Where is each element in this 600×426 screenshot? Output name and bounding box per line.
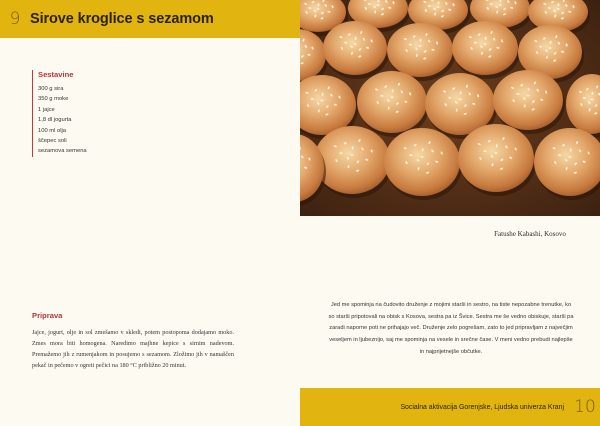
method-text: Jajce, jogurt, olje in sol zmešamo v skledi, potem postopoma dodajamo moko. Zmes mora biti homogena. Naredimo majhne kepice s sirnim nadevom. Premažemo jih z rumenjakom in posujemo s sezamom. Zložimo jih v namaščen pekač in pečemo v ogreti pečici na 180 °C približno 20 minut. [32,329,234,369]
method-section [32,311,234,371]
footer-text: Socialna aktivacija Gorenjske, Ljudska univerza Kranj [400,403,564,411]
method-heading: Priprava [32,311,63,320]
ingredient-item: 300 g sira [38,86,64,92]
ingredient-item: 100 ml olja [38,127,67,134]
right-page [300,0,600,426]
ingredient-item: 1,8 dl jogurta [38,117,72,124]
photo-caption: Fatushe Kabashi, Kosovo [494,230,566,238]
sesame-buns-image [300,0,600,216]
ingredient-item: sezamova semena [38,148,87,155]
story-text: Jed me spominja na čudovito druženje z mojimi starši in sestro, na tiste nepozabne trenutke, ko so starši pripotovali na obisk s Kosova, sestra pa iz Švice. Sestra me še vedno obiskuje, starši pa zaradi naporne poti ne prihajajo več. Druženje zelo pogrešam, zato to jed pripravljam z največjim veseljem in ljubeznijo, saj me spominja na vesele in srečne čase. V meni vedno prebudi najlepše in najprijetnejše občutke. [328,302,574,355]
ingredient-list [38,84,178,157]
food-photo [300,0,600,216]
recipe-title: Sirove kroglice s sezamom [30,11,214,27]
ingredient-item: ščepec soli [38,138,67,145]
footer-bar [300,388,600,426]
ingredients-section [32,70,178,157]
ingredient-item: 350 g moke [38,96,69,103]
ingredients-heading: Sestavine [38,70,74,79]
title-bar [0,0,300,38]
ingredient-item: 1 jajce [38,106,55,113]
page-number-left: 9 [9,9,21,29]
page-number-right: 10 [574,397,596,417]
